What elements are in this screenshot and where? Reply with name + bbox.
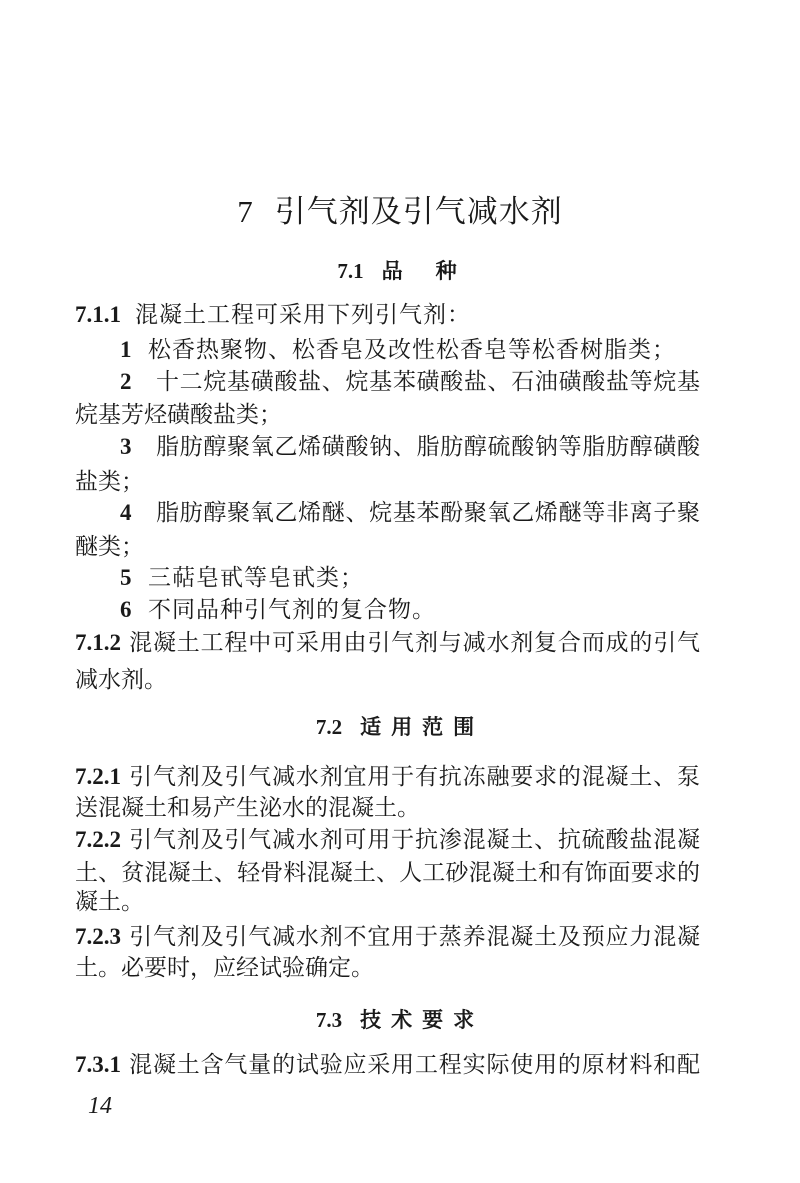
section-title: 品 种 [381, 258, 463, 283]
item-text: 三萜皂甙等皂甙类； [148, 565, 364, 591]
item-text-continued: 烷基芳烃磺酸盐类； [75, 402, 282, 428]
clause-number: 7.1.2 [75, 630, 121, 655]
clause-text-continued: 土。必要时，应经试验确定。 [75, 955, 374, 981]
clause-number: 7.2.3 [75, 924, 121, 949]
section-heading-7-3 [0, 1004, 800, 1034]
chapter-heading [0, 186, 800, 231]
clause-text: 引气剂及引气减水剂可用于抗渗混凝土、抗硫酸盐混凝 [129, 827, 700, 853]
clause-text: 混凝土工程可采用下列引气剂： [135, 302, 471, 328]
list-item [120, 432, 700, 462]
clause-7-1-1 [75, 300, 700, 330]
section-number: 7.3 [315, 1008, 343, 1032]
item-number: 3 [120, 434, 132, 459]
item-text-continued: 盐类； [75, 469, 144, 495]
section-number: 7.1 [337, 259, 364, 283]
clause-7-1-2 [75, 628, 700, 658]
chapter-number: 7 [237, 194, 253, 229]
clause-text-continued: 减水剂。 [75, 667, 167, 693]
list-item [120, 563, 700, 593]
item-number: 2 [120, 369, 132, 394]
list-item [120, 595, 700, 625]
item-text: 松香热聚物、松香皂及改性松香皂等松香树脂类； [148, 337, 676, 363]
item-number: 4 [120, 500, 132, 525]
clause-7-2-1 [75, 762, 700, 792]
clause-text: 混凝土工程中可采用由引气剂与减水剂复合而成的引气 [129, 630, 700, 656]
clause-number: 7.2.2 [75, 827, 121, 852]
item-number: 1 [120, 337, 132, 362]
section-title: 技术要求 [360, 1007, 485, 1032]
clause-text-continued: 凝土。 [75, 889, 144, 915]
item-text: 十二烷基磺酸盐、烷基苯磺酸盐、石油磺酸盐等烷基 [156, 369, 700, 395]
section-heading-7-1 [0, 255, 800, 285]
clause-number: 7.2.1 [75, 764, 121, 789]
section-title: 适用范围 [360, 714, 485, 739]
list-item [120, 367, 700, 397]
clause-number: 7.3.1 [75, 1052, 121, 1077]
section-heading-7-2 [0, 711, 800, 741]
item-text-continued: 醚类； [75, 534, 144, 560]
item-text: 脂肪醇聚氧乙烯醚、烷基苯酚聚氧乙烯醚等非离子聚 [156, 500, 700, 526]
item-number: 6 [120, 597, 132, 622]
item-number: 5 [120, 565, 132, 590]
page-number: 14 [88, 1093, 112, 1119]
clause-7-3-1 [75, 1050, 700, 1080]
chapter-title: 引气剂及引气减水剂 [274, 194, 563, 230]
clause-text-continued: 送混凝土和易产生泌水的混凝土。 [75, 795, 420, 821]
clause-number: 7.1.1 [75, 302, 121, 327]
clause-text: 引气剂及引气减水剂宜用于有抗冻融要求的混凝土、泵 [129, 764, 700, 790]
clause-text: 引气剂及引气减水剂不宜用于蒸养混凝土及预应力混凝 [129, 924, 700, 950]
clause-text-continued: 土、贫混凝土、轻骨料混凝土、人工砂混凝土和有饰面要求的 [75, 860, 700, 886]
clause-text: 混凝土含气量的试验应采用工程实际使用的原材料和配 [129, 1052, 700, 1078]
section-number: 7.2 [315, 715, 343, 739]
item-text: 不同品种引气剂的复合物。 [148, 597, 436, 623]
list-item [120, 498, 700, 528]
clause-7-2-3 [75, 922, 700, 952]
item-text: 脂肪醇聚氧乙烯磺酸钠、脂肪醇硫酸钠等脂肪醇磺酸 [156, 434, 700, 460]
clause-7-2-2 [75, 825, 700, 855]
list-item [120, 335, 700, 365]
